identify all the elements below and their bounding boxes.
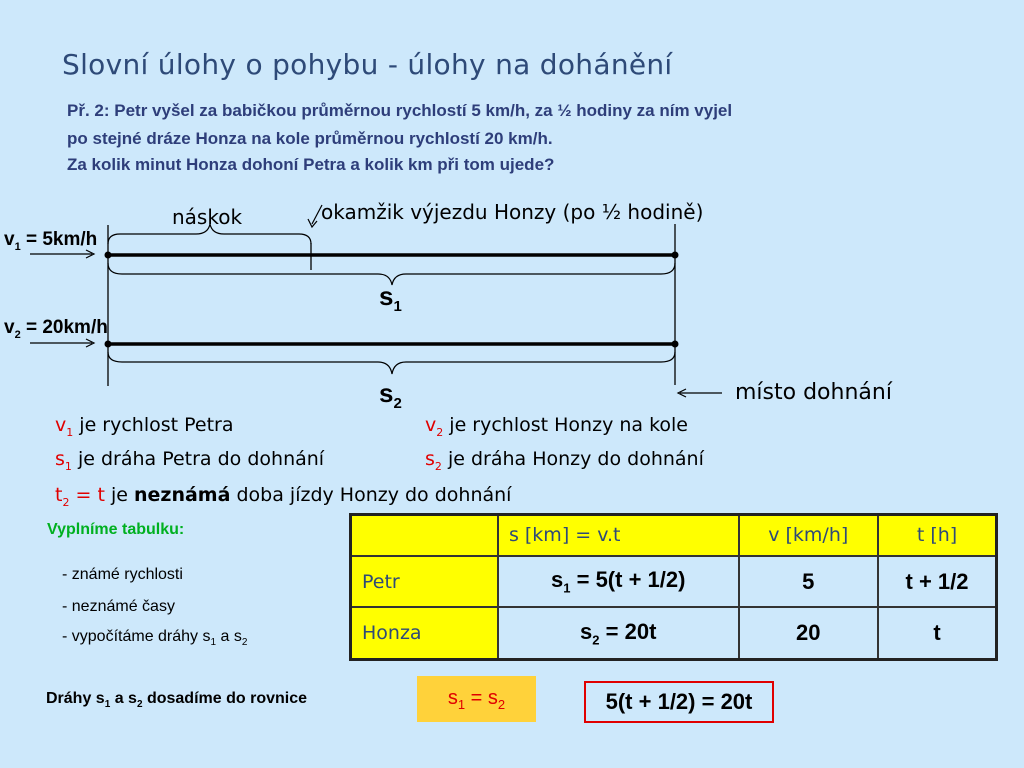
table-row [351, 607, 997, 659]
final-equation: 5(t + 1/2) = 20t [584, 681, 774, 723]
table-header-cell: s [km] = v.t [498, 515, 739, 556]
legend-s2: $s_2$ je dráha Honzy do dohnání [425, 448, 704, 473]
table-header-cell: v [km/h] [739, 515, 879, 556]
table-header-row [351, 515, 997, 556]
v1-label: $v_1 = 5km/h$ [4, 229, 98, 253]
s1-label: $s_1$ [379, 281, 402, 316]
headstart-label: náskok [172, 205, 243, 229]
table-row [351, 556, 997, 607]
s2-label: $s_2$ [379, 378, 402, 413]
row-name-cell: Honza [351, 607, 498, 659]
distance-cell: $s_1 = 5(t + 1/2)$ [498, 556, 739, 607]
v2-label: $v_2 = 20km/h$ [4, 317, 108, 341]
instruction-item-1: - známé rychlosti [62, 566, 183, 583]
motion-table [349, 513, 998, 661]
page-title: Slovní úlohy o pohybu - úlohy na dohánění [62, 48, 673, 81]
speed-cell: 20 [739, 607, 879, 659]
departure-label: okamžik výjezdu Honzy (po ½ hodině) [321, 200, 704, 224]
equation-box: $s_1 = s_2$ [417, 676, 536, 722]
equation-instruction: Dráhy $s_1$ a $s_2$ dosadíme do rovnice [46, 690, 307, 711]
problem-line-3: Za kolik minut Honza dohoní Petra a kolik km při tom ujede? [67, 155, 555, 174]
time-cell: t [878, 607, 996, 659]
distance-cell: $s_2 = 20t$ [498, 607, 739, 659]
legend-v2: $v_2$ je rychlost Honzy na kole [425, 414, 688, 439]
problem-line-1: Př. 2: Petr vyšel za babičkou průměrnou rychlostí 5 km/h, za ½ hodiny za ním vyjel [67, 101, 733, 120]
legend-t2: $t_2 = t$ je neznámá doba jízdy Honzy do dohnání [55, 484, 512, 509]
s2-brace [108, 352, 675, 374]
speed-cell: 5 [739, 556, 879, 607]
table-header-cell: t [h] [878, 515, 996, 556]
instruction-item-3: - vypočítáme dráhy $s_1$ a $s_2$ [62, 628, 248, 649]
table-header-cell [351, 515, 498, 556]
catchup-label: místo dohnání [735, 380, 892, 405]
legend-s1: $s_1$ je dráha Petra do dohnání [55, 448, 325, 473]
instruction-item-2: - neznámé časy [62, 598, 175, 615]
time-cell: t + 1/2 [878, 556, 996, 607]
table-instruction-heading: Vyplníme tabulku: [47, 521, 185, 538]
legend-v1: $v_1$ je rychlost Petra [55, 414, 234, 439]
problem-line-2: po stejné dráze Honza na kole průměrnou rychlostí 20 km/h. [67, 129, 553, 148]
row-name-cell: Petr [351, 556, 498, 607]
